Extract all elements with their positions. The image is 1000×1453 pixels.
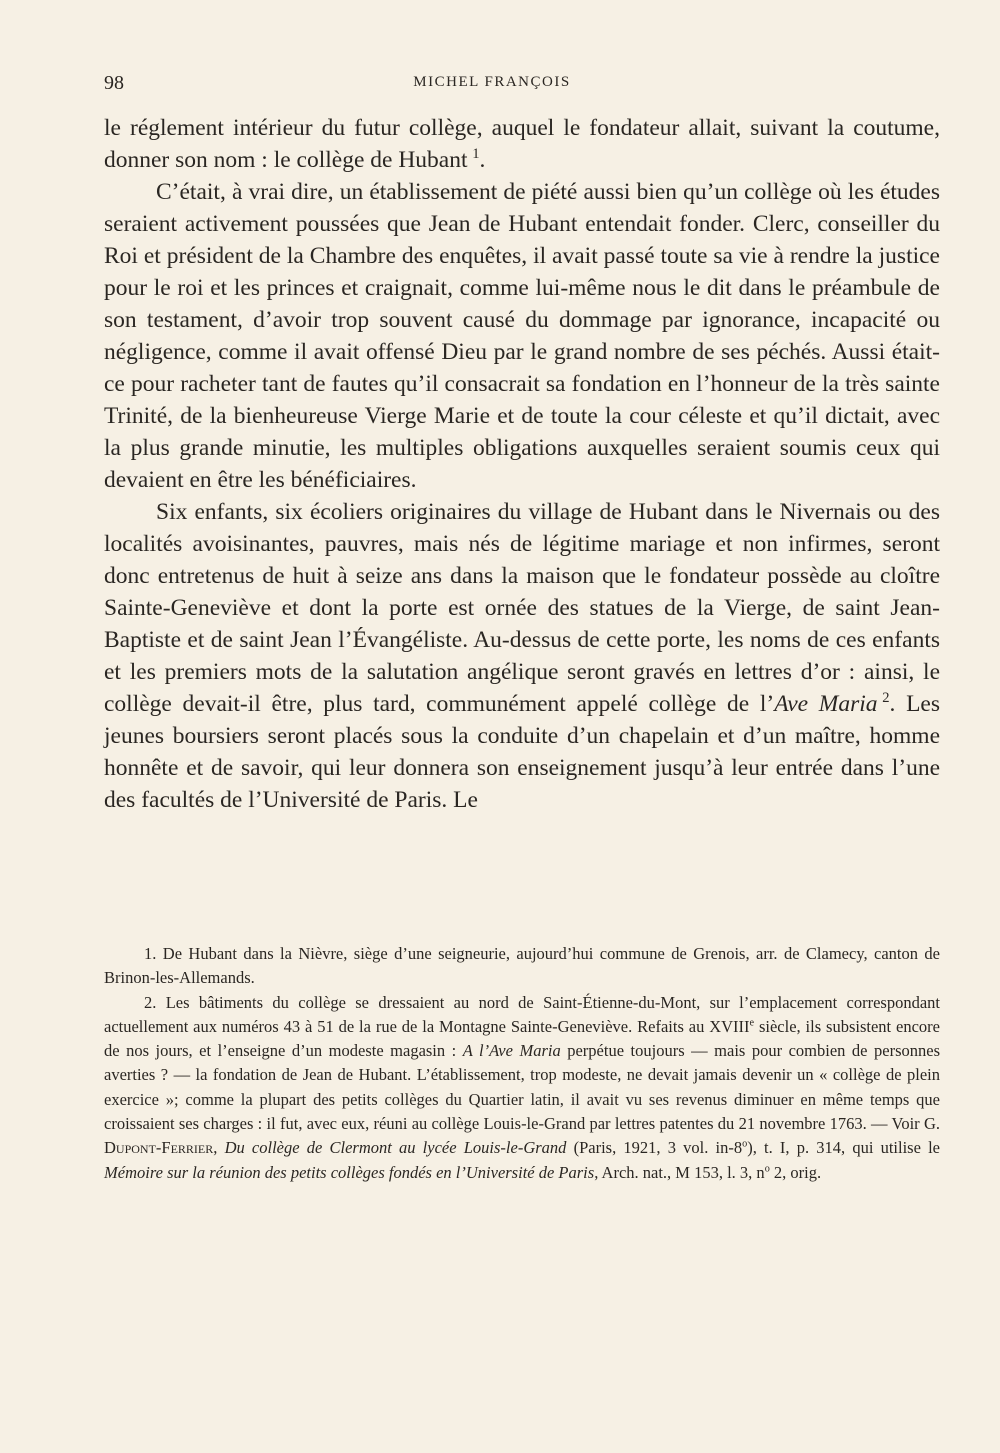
body-text <box>104 112 940 816</box>
footnote-2-part: , <box>213 1138 225 1158</box>
paragraph-2: C’était, à vrai dire, un établissement de piété aussi bien qu’un collège où les études seraient activement poussées que Jean de Hubant entendait fonder. Clerc, conseiller du Roi et président de la Chambre des enquêtes, il avait passé toute sa vie à rendre la justice pour le roi et les princes et craignait, comme lui-même nous le dit dans le préambule de son testament, d’avoir trop souvent causé du dommage par ignorance, incapacité ou négligence, comme il avait offensé Dieu par le grand nombre de ses péchés. Aussi était-ce pour racheter tant de fautes qu’il consacrait sa fondation en l’honneur de la très sainte Trinité, de la bienheureuse Vierge Marie et de toute la cour céleste et qu’il dictait, avec la plus grande minutie, les multiples obligations auxquelles seraient soumis ceux qui devaient en être les bénéficiaires. <box>104 179 940 493</box>
page-header <box>104 72 940 96</box>
footnote-2-part: 2. Les bâtiments du collège se dressaient au nord de Saint-Étienne-du-Mont, sur l’emplacement correspondant actuellement aux numéros 43 à 51 de la rue de la Montagne Sainte-Geneviève. Refaits au XVIII <box>104 992 940 1036</box>
memoire-title: Mémoire sur la réunion des petits collèges fondés en l’Université de Paris <box>104 1162 595 1182</box>
running-head: MICHEL FRANÇOIS <box>413 74 571 90</box>
paragraph-1-end: . <box>479 147 486 173</box>
footnote-ref-1[interactable]: 1 <box>472 146 480 163</box>
ave-maria-italic: Ave Maria <box>774 691 878 717</box>
paragraph-3-text: Six enfants, six écoliers originaires du village de Hubant dans le Nivernais ou des localités avoisinantes, pauvres, mais nés de légitime mariage et non infirmes, seront donc entretenus de huit à seize ans dans la maison que le fondateur possède au cloître Sainte-Geneviève et dont la porte est ornée des statues de la Vierge, de saint Jean-Baptiste et de saint Jean l’Évangéliste. Au-dessus de cette porte, les noms de ces enfants et les premiers mots de la salutation angélique seront gravés en lettres d’or : ainsi, le collège devait-il être, plus tard, communément appelé collège de l’ <box>104 499 940 717</box>
footnote-2-part: (Paris, 1921, 3 vol. in-8 <box>566 1138 743 1158</box>
author-name: Dupont-Ferrier <box>104 1138 214 1158</box>
paragraph-3 <box>104 496 940 816</box>
footnote-2-part: ), t. I, p. 314, qui utilise le <box>747 1138 940 1158</box>
superscript: e <box>749 1017 755 1029</box>
footnote-2-part: perpétue toujours — mais pour combien de personnes averties ? — la fondation de Jean de Hubant. L’établissement, trop modeste, ne devait jamais devenir un « collège de plein exercice »; comme la plupart des petits collèges du Quartier latin, il avait vu ses revenus diminuer en même temps que croissaient ses charges : il fut, avec eux, réuni au collège Louis-le-Grand par lettres patentes du 21 novembre 1763. — Voir G. <box>104 1041 940 1134</box>
footnote-ref-2[interactable]: 2 <box>882 690 890 707</box>
paragraph-1 <box>104 112 940 176</box>
footnote-2-part: siècle, ils subsistent encore de nos jours, et l’enseigne d’un modeste magasin : <box>104 1016 940 1061</box>
paragraph-3-end: . Les jeunes boursiers seront placés sous la conduite d’un chapelain et d’un maître, homme honnête et de savoir, qui leur donnera son enseignement jusqu’à leur entrée dans l’une des facultés de l’Université de Paris. Le <box>104 691 941 813</box>
footnote-1: 1. De Hubant dans la Nièvre, siège d’une seigneurie, aujourd’hui commune de Grenois, arr. de Clamecy, canton de Brinon-les-Allemands. <box>104 944 940 988</box>
book-title: Du collège de Clermont au lycée Louis-le-Grand <box>224 1138 567 1158</box>
footnote-2 <box>104 991 940 1185</box>
footnote-2-part: 2, orig. <box>769 1162 822 1182</box>
paragraph-1-text: le réglement intérieur du futur collège, auquel le fondateur allait, suivant la coutume, donner son nom : le collège de Hubant <box>104 115 940 173</box>
superscript: o <box>764 1163 770 1175</box>
footnotes <box>104 942 940 1185</box>
page-number: 98 <box>104 72 124 94</box>
shop-sign-italic: A l’Ave Maria <box>462 1041 561 1061</box>
footnote-2-part: , Arch. nat., M 153, l. 3, n <box>594 1162 765 1182</box>
superscript: o <box>742 1138 748 1150</box>
